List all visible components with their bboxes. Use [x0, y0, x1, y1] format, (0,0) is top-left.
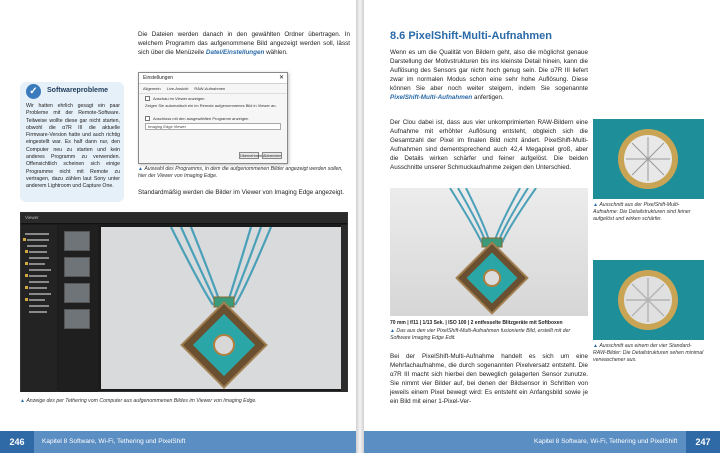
- term-pixelshift: PixelShift-Multi-Aufnahmen: [390, 94, 473, 101]
- settings-dialog-screenshot: [138, 72, 288, 164]
- crop-pixelshift: [593, 119, 704, 199]
- viewer-scrollbar: [341, 225, 347, 392]
- viewer-folder-tree: [21, 225, 57, 392]
- chapter-title: Kapitel 8 Software, Wi-Fi, Tethering und PixelShift: [534, 438, 678, 445]
- viewer-main-image: [101, 227, 345, 389]
- caption-crop-standard: ▲ Ausschnitt aus einem der vier Standard-RAW-Bilder: Die Detailstrukturen sehen minimal verwaschener aus.: [593, 343, 704, 363]
- book-gutter: [356, 0, 364, 453]
- checkmark-icon: ✓: [26, 84, 41, 99]
- menu-path: Datei/Einstellungen: [205, 49, 265, 56]
- caption-viewer: ▲ Anzeige des per Tethering vom Computer aus aufgenommenen Bildes im Viewer von Imaging Edge.: [20, 398, 257, 404]
- intro-paragraph: Die Dateien werden danach in den gewählten Ordner übertragen. In welchem Programm das aufgenommene Bild angezeigt werden soll, lässt sich über die Menüzeile Datei/Einstellungen wählen.: [138, 31, 350, 56]
- page-number: 247: [686, 431, 720, 453]
- apply-button: Übernehmen: [240, 154, 262, 158]
- caption-crop-pixelshift: ▲ Ausschnitt aus der PixelShift-Multi-Aufnahme: Die Detailstrukturen sind feiner aufgelöst und wirken schärfer.: [593, 202, 691, 222]
- paragraph-1: Wenn es um die Qualität von Bildern geht, also die möglichst genaue Darstellung der Motivstrukturen bis ins kleinste Detail hinein, kann die Auflösung des Sensors gar nicht hoch genug sein. Die α7R III liefert zwar im normalen Modus schon eine sehr hohe Auflösung. Diese können Sie aber noch weiter steigern, indem Sie sogenannte PixelShift-Multi-Aufnahmen anfertigen.: [390, 49, 588, 101]
- tab-general: Allgemein: [143, 86, 161, 91]
- option-viewer: Anschau im Viewer anzeigen: [139, 94, 287, 101]
- program-field: Imaging Edge Viewer: [145, 123, 281, 130]
- tab-live-view: Live-Ansicht: [166, 86, 189, 91]
- thumbnail: [64, 283, 90, 303]
- tip-title: Softwareprobleme: [47, 87, 109, 94]
- chapter-title: Kapitel 8 Software, Wi-Fi, Tethering und PixelShift: [42, 438, 186, 445]
- checkbox-icon: [145, 116, 150, 121]
- thumbnail: [64, 309, 90, 329]
- viewer-paragraph: Standardmäßig werden die Bilder im Viewer von Imaging Edge angezeigt.: [138, 189, 345, 196]
- tip-box: [20, 82, 124, 202]
- section-heading: 8.6 PixelShift-Multi-Aufnahmen: [390, 30, 552, 42]
- dialog-title: Einstellungen: [139, 73, 287, 84]
- page-number: 246: [0, 431, 34, 453]
- pendant-photo: [390, 188, 588, 316]
- tip-text: Wir hatten ehrlich gesagt ein paar Probleme mit der Remote-Software. Teilweise wollte diese gar nicht starten, obwohl die α7R III die aktuelle Firmware-Version hatte und auch richtig eingestellt war. Es half dann nur, den Computer neu zu starten und kein anderes Programm zu verwenden. Offensichtlich scheinen sich einige Programme nicht mit Remote zu vertragen, dazu zählen laut Sony unter anderem Lightroom und Capture One.: [26, 103, 120, 190]
- viewer-title: Viewer: [25, 215, 39, 220]
- dialog-tabs: [139, 84, 287, 94]
- viewer-screenshot: [20, 212, 348, 392]
- paragraph-3: Bei der PixelShift-Multi-Aufnahme handelt es sich um eine Mehrfachaufnahme, die durch sogenannten Pixelversatz entsteht. Die α7R III macht sich hierbei den beweglich gelagerten Sensor zunutze. Sie nimmt vier Bilder auf, bei denen der Bildsensor in Schritten von jeweils einem Pixel bewegt wird: Es entsteht ein Anfangsbild sowie je ein Bild mit einer 1-Pixel-Ver-: [390, 353, 588, 405]
- exif-info: 70 mm | f/11 | 1/13 Sek. | ISO 100 | 2 entfesselte Blitzgeräte mit Softboxen: [390, 320, 563, 326]
- left-page: [0, 0, 356, 453]
- viewer-thumbnails: [58, 225, 98, 392]
- left-footer: [0, 431, 356, 453]
- thumbnail: [64, 231, 90, 251]
- cancel-button: Abbrechen: [263, 154, 282, 158]
- viewer-toolbar: [21, 213, 347, 224]
- crop-standard: [593, 260, 704, 340]
- paragraph-2: Der Clou dabei ist, dass aus vier unkomprimierten RAW-Bildern eine Aufnahme mit erhöhter Auflösung entsteht, obgleich sich die Gesamtzahl der Pixel im finalen Bild nicht ändert. PixelShift-Multi-Aufnahmen sind dementsprechend auch 42,4 Megapixel groß, aber die Details wirken schärfer und feiner aufgelöst. Die beiden Ausschnitte unserer Schmuckaufnahme zeigen den Unterschied.: [390, 119, 588, 171]
- thumbnail: [64, 257, 90, 277]
- option-program: Anschluss mit den ausgewählten Programm anzeigen: [139, 114, 287, 121]
- caption-dialog: ▲ Auswahl des Programms, in dem die aufgenommenen Bilder angezeigt werden sollen, hier der Viewer von Imaging Edge.: [138, 166, 343, 179]
- right-footer: [364, 431, 720, 453]
- option-viewer-desc: Zeigen Sie automatisch ein im Remote aufgenommenes Bild in Viewer an.: [145, 103, 277, 108]
- checkbox-icon: [145, 96, 150, 101]
- right-page: [364, 0, 720, 453]
- caption-main-photo: ▲ Das aus den vier PixelShift-Multi-Aufnahmen fusionierte Bild, erstellt mit der Software Imaging Edge Edit.: [390, 328, 571, 341]
- close-icon: ✕: [278, 75, 284, 81]
- tab-raw: RAW-Aufnahmen: [194, 86, 226, 91]
